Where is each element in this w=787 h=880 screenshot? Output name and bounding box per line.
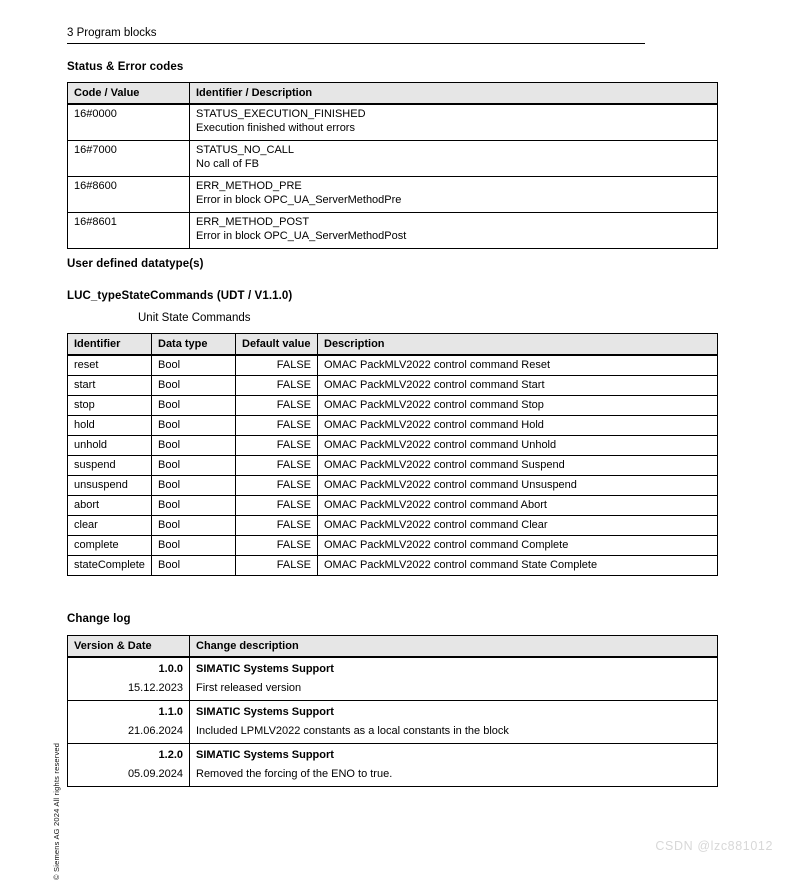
udt-col-description: Description — [318, 334, 718, 356]
udt-table — [67, 333, 718, 576]
udt-cell-description: OMAC PackMLV2022 control command State Complete — [318, 556, 718, 576]
changelog-cell-date: 15.12.2023 — [68, 679, 190, 701]
table-row — [68, 376, 718, 396]
table-row — [68, 516, 718, 536]
udt-cell-default-value: FALSE — [236, 556, 318, 576]
udt-cell-default-value: FALSE — [236, 476, 318, 496]
udt-cell-description: OMAC PackMLV2022 control command Reset — [318, 355, 718, 376]
table-row — [68, 436, 718, 456]
udt-cell-default-value: FALSE — [236, 456, 318, 476]
status-cell-identifier-description — [190, 177, 718, 213]
status-description: Execution finished without errors — [196, 121, 355, 134]
udt-type-caption: Unit State Commands — [138, 312, 251, 324]
changelog-col-version-date: Version & Date — [68, 636, 190, 658]
udt-cell-identifier: hold — [68, 416, 152, 436]
table-row — [68, 496, 718, 516]
table-row — [68, 355, 718, 376]
status-identifier: STATUS_EXECUTION_FINISHED — [196, 108, 366, 120]
udt-table-body — [68, 355, 718, 576]
table-row — [68, 679, 718, 701]
udt-cell-description: OMAC PackMLV2022 control command Clear — [318, 516, 718, 536]
status-col-identifier: Identifier / Description — [190, 83, 718, 105]
udt-table-header-row — [68, 334, 718, 356]
status-table-header-row — [68, 83, 718, 105]
table-row — [68, 213, 718, 249]
udt-cell-identifier: stop — [68, 396, 152, 416]
udt-cell-description: OMAC PackMLV2022 control command Complete — [318, 536, 718, 556]
status-cell-code: 16#7000 — [68, 141, 190, 177]
udt-cell-datatype: Bool — [152, 376, 236, 396]
udt-cell-datatype: Bool — [152, 436, 236, 456]
udt-cell-default-value: FALSE — [236, 536, 318, 556]
udt-cell-default-value: FALSE — [236, 496, 318, 516]
udt-cell-description: OMAC PackMLV2022 control command Unhold — [318, 436, 718, 456]
udt-cell-default-value: FALSE — [236, 355, 318, 376]
table-row — [68, 456, 718, 476]
udt-cell-identifier: complete — [68, 536, 152, 556]
udt-cell-identifier: abort — [68, 496, 152, 516]
status-description: No call of FB — [196, 157, 259, 170]
udt-cell-datatype: Bool — [152, 556, 236, 576]
changelog-table-body — [68, 657, 718, 787]
status-cell-identifier-description — [190, 104, 718, 141]
table-row — [68, 722, 718, 744]
table-row — [68, 141, 718, 177]
table-row — [68, 744, 718, 766]
changelog-cell-date: 05.09.2024 — [68, 765, 190, 787]
table-row — [68, 765, 718, 787]
udt-cell-datatype: Bool — [152, 396, 236, 416]
running-head-text: 3 Program blocks — [67, 27, 157, 39]
udt-col-datatype: Data type — [152, 334, 236, 356]
changelog-cell-date: 21.06.2024 — [68, 722, 190, 744]
udt-cell-default-value: FALSE — [236, 516, 318, 536]
changelog-cell-description: Removed the forcing of the ENO to true. — [190, 765, 718, 787]
table-row — [68, 701, 718, 723]
udt-cell-description: OMAC PackMLV2022 control command Abort — [318, 496, 718, 516]
changelog-cell-version: 1.1.0 — [68, 701, 190, 723]
udt-cell-description: OMAC PackMLV2022 control command Suspend — [318, 456, 718, 476]
udt-cell-datatype: Bool — [152, 416, 236, 436]
changelog-table — [67, 635, 718, 787]
table-row — [68, 476, 718, 496]
changelog-cell-version: 1.0.0 — [68, 657, 190, 679]
status-identifier: STATUS_NO_CALL — [196, 144, 295, 156]
udt-cell-datatype: Bool — [152, 476, 236, 496]
status-col-code: Code / Value — [68, 83, 190, 105]
changelog-cell-version: 1.2.0 — [68, 744, 190, 766]
udt-cell-datatype: Bool — [152, 355, 236, 376]
udt-cell-identifier: unhold — [68, 436, 152, 456]
udt-cell-default-value: FALSE — [236, 376, 318, 396]
status-identifier: ERR_METHOD_POST — [196, 216, 310, 228]
status-cell-identifier-description — [190, 141, 718, 177]
udt-cell-datatype: Bool — [152, 536, 236, 556]
changelog-table-header-row — [68, 636, 718, 658]
udt-col-default-value: Default value — [236, 334, 318, 356]
udt-cell-default-value: FALSE — [236, 436, 318, 456]
status-cell-identifier-description — [190, 213, 718, 249]
status-identifier: ERR_METHOD_PRE — [196, 180, 302, 192]
udt-col-identifier: Identifier — [68, 334, 152, 356]
udt-cell-description: OMAC PackMLV2022 control command Unsuspend — [318, 476, 718, 496]
status-cell-code: 16#0000 — [68, 104, 190, 141]
status-error-table — [67, 82, 718, 249]
status-error-heading: Status & Error codes — [67, 61, 184, 73]
copyright-notice: © Siemens AG 2024 All rights reserved — [52, 742, 61, 880]
udt-cell-default-value: FALSE — [236, 396, 318, 416]
status-cell-code: 16#8601 — [68, 213, 190, 249]
running-head — [67, 26, 645, 44]
table-row — [68, 416, 718, 436]
table-row — [68, 536, 718, 556]
changelog-cell-title: SIMATIC Systems Support — [190, 701, 718, 723]
changelog-cell-title: SIMATIC Systems Support — [190, 744, 718, 766]
udt-section-heading: User defined datatype(s) — [67, 258, 204, 270]
changelog-cell-title: SIMATIC Systems Support — [190, 657, 718, 679]
table-row — [68, 657, 718, 679]
table-row — [68, 104, 718, 141]
status-description: Error in block OPC_UA_ServerMethodPre — [196, 193, 402, 206]
udt-cell-identifier: clear — [68, 516, 152, 536]
udt-cell-identifier: unsuspend — [68, 476, 152, 496]
changelog-cell-description: First released version — [190, 679, 718, 701]
udt-cell-identifier: start — [68, 376, 152, 396]
status-cell-code: 16#8600 — [68, 177, 190, 213]
udt-cell-datatype: Bool — [152, 516, 236, 536]
status-table-body — [68, 104, 718, 249]
udt-cell-default-value: FALSE — [236, 416, 318, 436]
running-head-rule — [67, 43, 645, 44]
changelog-cell-description: Included LPMLV2022 constants as a local constants in the block — [190, 722, 718, 744]
udt-cell-identifier: reset — [68, 355, 152, 376]
udt-cell-identifier: suspend — [68, 456, 152, 476]
table-row — [68, 556, 718, 576]
changelog-heading: Change log — [67, 613, 131, 625]
udt-type-title: LUC_typeStateCommands (UDT / V1.1.0) — [67, 290, 293, 302]
table-row — [68, 177, 718, 213]
udt-cell-datatype: Bool — [152, 456, 236, 476]
udt-cell-description: OMAC PackMLV2022 control command Stop — [318, 396, 718, 416]
udt-cell-datatype: Bool — [152, 496, 236, 516]
status-description: Error in block OPC_UA_ServerMethodPost — [196, 229, 407, 242]
copyright-anchor — [30, 440, 61, 880]
changelog-col-description: Change description — [190, 636, 718, 658]
udt-cell-identifier: stateComplete — [68, 556, 152, 576]
table-row — [68, 396, 718, 416]
csdn-watermark: CSDN @lzc881012 — [655, 839, 773, 853]
udt-cell-description: OMAC PackMLV2022 control command Hold — [318, 416, 718, 436]
udt-cell-description: OMAC PackMLV2022 control command Start — [318, 376, 718, 396]
